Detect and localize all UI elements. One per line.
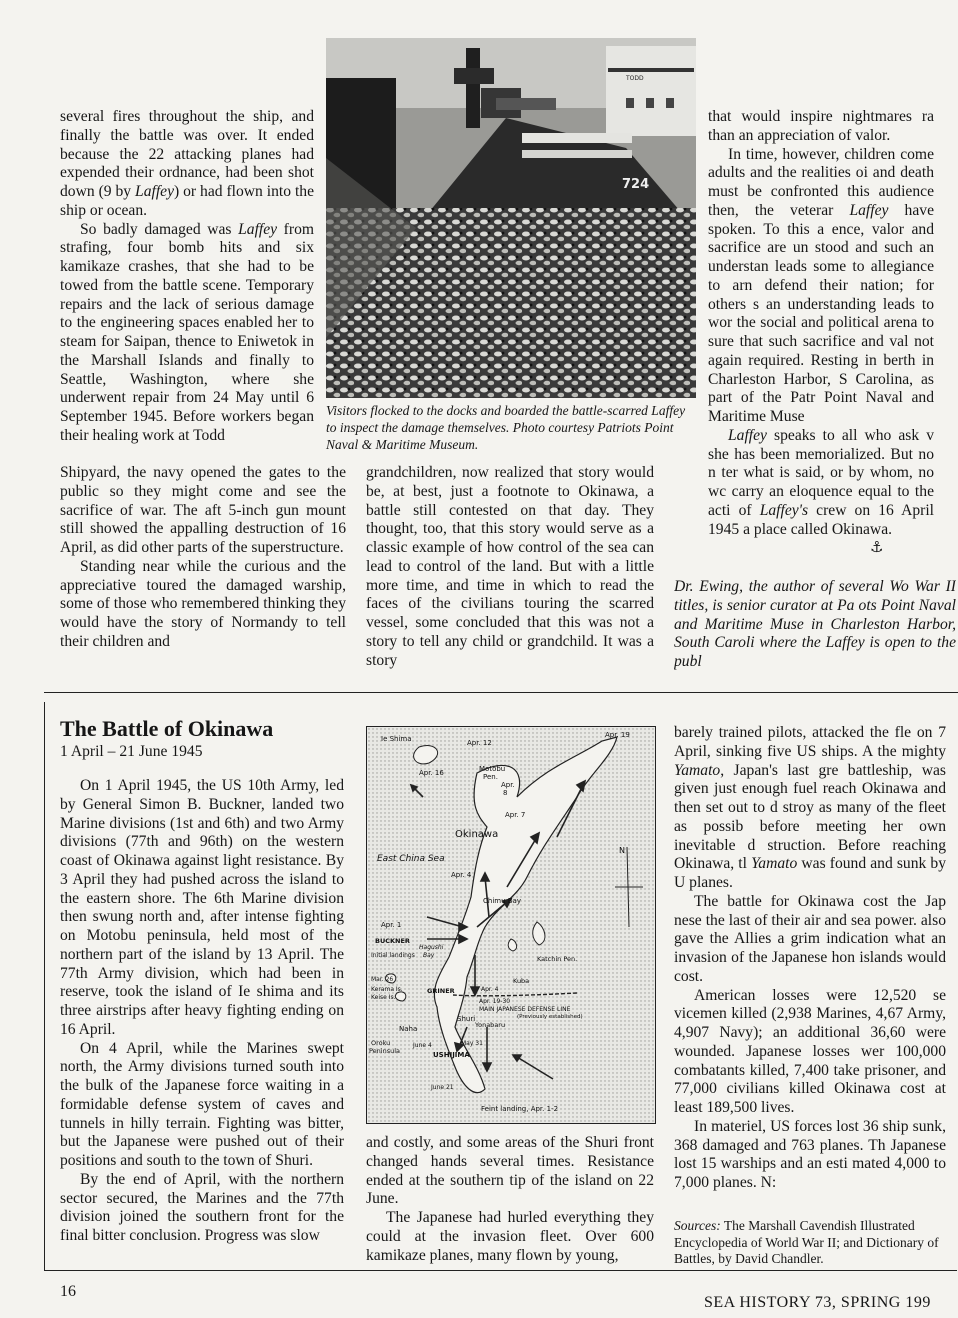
svg-text:Apr. 1: Apr. 1: [381, 921, 402, 929]
laffey-docks-image: [326, 38, 696, 398]
article-column-right: [674, 108, 934, 572]
article-column-right-top: [708, 108, 934, 539]
end-mark: ⚓: [870, 538, 884, 556]
photo-caption: Visitors flocked to the docks and boarded the battle-scarred Laffey to inspect the damage themselves. Photo courtesy Patriots Point Naval & Maritime Museum.: [326, 403, 686, 452]
svg-text:Apr.: Apr.: [501, 781, 515, 789]
paragraph: grandchildren, now realized that story would be, at best, just a footnote to Okinawa, a battle still contested on that day. They thought, too, that this story would serve as a classic example of how control of the sea can lead to control of the land. But with a little more time, and time in which to read the faces of the civilians touring the scarred vessel, some concluded that this was not a story to tell any child or grandchild. It was a story: [366, 464, 654, 669]
svg-text:USHIJIMA: USHIJIMA: [433, 1051, 470, 1059]
svg-text:Apr. 7: Apr. 7: [505, 811, 526, 819]
svg-text:Apr. 19-30: Apr. 19-30: [479, 998, 511, 1005]
paragraph: In materiel, US forces lost 36 ship sunk, 368 damaged and 763 planes. Th Japanese lost 15 warships and an esti mated 4,000 to 7,000 planes. N:: [674, 1117, 946, 1191]
svg-text:Apr. 12: Apr. 12: [467, 739, 492, 747]
paragraph: and costly, and some areas of the Shuri front changed hands several times. Resistance ended at the southern tip of the island on 22 June.: [366, 1134, 654, 1208]
paragraph: So badly damaged was Laffey from strafing, four bomb hits and six kamikaze crashes, that she had to be towed from the battle scene. Temporary repairs and the lack of serious damage to the engineering spaces enabled her to steam for Saipan, thence to Eniwetok in the Marshall Islands and finally to Seattle, Washington, where she underwent repair from 24 May until 6 September 1945. Before workers began their healing work at Todd: [60, 220, 314, 444]
hull-number: 724: [622, 177, 650, 192]
paragraph: On 4 April, while the Marines swept north, the Army divisions turned south into the bulk of the Japanese force waiting in a formidable defense system of caves and tunnels in hilly terrain. Fighting was bitter, but the Japanese were pushed out of their positions and south to the town of Shuri.: [60, 1039, 344, 1169]
okinawa-map: [366, 726, 656, 1124]
svg-text:Naha: Naha: [399, 1025, 418, 1033]
publication-footer: SEA HISTORY 73, SPRING 199: [704, 1294, 931, 1311]
okinawa-map-graphic: [367, 727, 655, 1123]
author-note: Dr. Ewing, the author of several Wo War II titles, is senior curator at Pa ots Point Naval and Maritime Muse in Charleston Harbor, South Caroli where the Laffey is open to the publ: [674, 578, 956, 670]
svg-text:Motobu: Motobu: [479, 765, 506, 773]
paragraph: that would inspire nightmares ra than an appreciation of valor.: [708, 108, 934, 144]
section-divider: [44, 692, 958, 693]
svg-text:Keise Is.: Keise Is.: [371, 994, 396, 1001]
svg-text:N: N: [619, 846, 625, 855]
svg-text:Okinawa: Okinawa: [455, 829, 499, 840]
article-column-left-bottom: [60, 464, 346, 652]
paragraph: Shipyard, the navy opened the gates to the public so they might come and see the sacrifice of war. The aft 5-inch gun mount still showed the appalling destruction of 16 April, as did other parts of the superstructure.: [60, 464, 346, 556]
svg-text:Peninsula: Peninsula: [369, 1047, 401, 1055]
svg-text:Apr. 19: Apr. 19: [605, 731, 630, 739]
paragraph: The Japanese had hurled everything they could at the invasion fleet. Over 600 kamikaze planes, many flown by young,: [366, 1209, 654, 1264]
sources-label: Sources:: [674, 1218, 721, 1233]
paragraph: American losses were 12,520 se vicemen killed (2,938 Marines, 4,67 Army, 4,907 Navy); an additional 36,60 were wounded. Japanese losses wer 100,000 combatants killed, 7,400 take prisoner, and 77,000 civilians killed Okinawa cost at least 189,500 lives.: [674, 986, 946, 1116]
svg-text:(Previously established): (Previously established): [517, 1014, 583, 1020]
paragraph: In time, however, children come adults and the realities oi and death must be confronted this audience then, the veterar Laffey have spoken. To this a ence, valor and sacrifice are un stood and such an understan leads some to allegiance to arn defend their nation; for others s an understanding leads to wor the social and political arena to sure that such sacrifice and val not again required. Resting in berth in Charleston Harbor, S Carolina, as part of the Patr Point Naval and Maritime Muse: [708, 145, 934, 425]
svg-text:Feint landing, Apr. 1-2: Feint landing, Apr. 1-2: [481, 1105, 559, 1113]
svg-text:BUCKNER: BUCKNER: [375, 937, 410, 945]
sidebar-column-2: [366, 1134, 654, 1265]
page-number: 16: [60, 1283, 76, 1300]
sidebar-title: The Battle of Okinawa: [60, 716, 274, 741]
article-column-left-top: [60, 108, 314, 446]
sidebar-column-1: [60, 777, 344, 1246]
svg-text:Apr. 4: Apr. 4: [481, 986, 499, 993]
paragraph: On 1 April 1945, the US 10th Army, led by General Simon B. Buckner, landed two Marine divisions (1st and 6th) and two Army divisions (77th and 96th) on the western coast of Okinawa against light resistance. By 3 April they had pushed across the island to the eastern shore. The 6th Marine division then swung north and, after intense fighting on Motobu peninsula, held most of the northern part of the island by 13 April. The 77th Army division, which had been in reserve, took the island of Ie shima and its three airstrips after heavy fighting ending on 16 April.: [60, 777, 344, 1038]
sources-text: The Marshall Cavendish Illustrated Encyclopedia of World War II; and Dictionary of Battles, by David Chandler.: [674, 1218, 939, 1266]
svg-text:Shuri: Shuri: [457, 1015, 476, 1023]
svg-text:8: 8: [503, 789, 508, 797]
paragraph: barely trained pilots, attacked the fle on 7 April, sinking five US ships. A the mighty Yamato, Japan's last gre battleship, was given just enough fuel reach Okinawa and then set out to d stroy as many of the fleet as possib before meeting her own inevitable d struction. Before reaching Okinawa, tl Yamato was found and sunk by U planes.: [674, 724, 946, 891]
paragraph: several fires throughout the ship, and finally the battle was over. It ended because the 22 attacking planes had expended their ordnance, had been shot down (9 by Laffey) or had flown into the ship or ocean.: [60, 108, 314, 219]
svg-text:TODD: TODD: [626, 75, 644, 82]
svg-text:Pen.: Pen.: [483, 773, 498, 781]
svg-text:Katchin Pen.: Katchin Pen.: [537, 955, 578, 963]
svg-text:GRINER: GRINER: [427, 987, 455, 995]
svg-text:Apr. 16: Apr. 16: [419, 769, 444, 777]
article-column-middle: [366, 464, 654, 670]
svg-text:June 21: June 21: [431, 1084, 454, 1091]
svg-text:Kerama Is.: Kerama Is.: [371, 986, 403, 993]
svg-text:MAIN JAPANESE DEFENSE LINE: MAIN JAPANESE DEFENSE LINE: [479, 1006, 571, 1013]
sidebar-column-3: [674, 724, 946, 1204]
svg-text:Chimu Bay: Chimu Bay: [483, 897, 521, 905]
paragraph: Laffey speaks to all who ask v she has been memorialized. But no n ter what is said, or by whom, no wc carry an eloquence equal to the acti of Laffey's crew on 16 April 1945 a place called Okinawa.: [708, 426, 934, 538]
paragraph: The battle for Okinawa cost the Jap nese the last of their air and sea power. also gave the Allies a grim indication what an invasion of the Japanese hon islands would cost.: [674, 892, 946, 985]
svg-text:Oroku: Oroku: [371, 1039, 391, 1047]
svg-text:East China Sea: East China Sea: [377, 854, 445, 864]
svg-text:Yonabaru: Yonabaru: [475, 1021, 506, 1029]
svg-text:Initial landings: Initial landings: [371, 952, 415, 959]
svg-text:May 31: May 31: [461, 1040, 483, 1047]
svg-text:Kuba: Kuba: [513, 977, 530, 985]
paragraph: Standing near while the curious and the appreciative toured the damaged warship, some of those who remembered thinking they would have the story of Normandy to tell their children and: [60, 557, 346, 650]
paragraph: By the end of April, with the northern sector secured, the Marines and the 77th division joined the southern front for the final bitter conclusion. Progress was slow: [60, 1170, 344, 1244]
svg-text:Bay: Bay: [423, 952, 435, 959]
sidebar-dates: 1 April – 21 June 1945: [60, 743, 203, 760]
svg-text:Hagushi: Hagushi: [419, 944, 444, 951]
laffey-photo: [326, 38, 696, 398]
sidebar-sources: [674, 1218, 946, 1268]
svg-text:Mar. 26: Mar. 26: [371, 976, 394, 983]
svg-text:June 4: June 4: [413, 1042, 432, 1049]
svg-text:Apr. 4: Apr. 4: [451, 871, 472, 879]
svg-text:Ie Shima: Ie Shima: [381, 735, 412, 743]
